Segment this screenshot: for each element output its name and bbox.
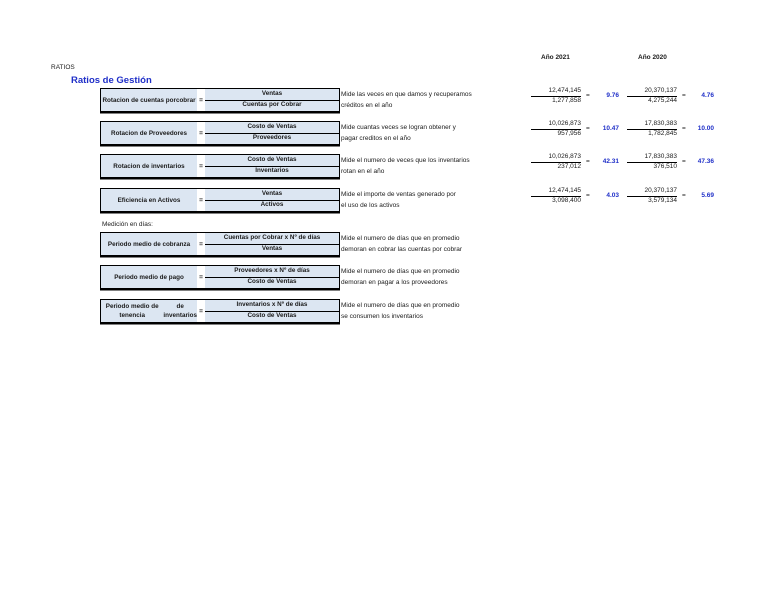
equals-sign: =: [586, 192, 590, 199]
equals-sign: =: [197, 154, 205, 178]
computed-numerator: 10,026,873: [548, 153, 581, 160]
equals-sign: =: [197, 121, 205, 145]
description-line: Mide cuantas veces se logran obtener y: [341, 124, 456, 131]
computed-fraction-y2021: [531, 87, 581, 107]
ratio-name-line: Rotacion de Proveedores: [111, 129, 187, 137]
computed-numerator: 17,830,383: [644, 120, 677, 127]
ratio-result-y2020: 4.76: [701, 92, 714, 99]
computed-fraction-y2020: [627, 120, 677, 140]
ratio-name: [100, 188, 197, 212]
equals-sign: =: [682, 192, 686, 199]
equals-sign: =: [586, 158, 590, 165]
formula-fraction: [205, 154, 340, 178]
formula-fraction: [205, 88, 340, 112]
computed-fraction-y2020: [627, 87, 677, 107]
ratio-result-y2020: 10.00: [697, 125, 714, 132]
description-line: demoran en cobrar las cuentas por cobrar: [341, 246, 463, 253]
ratio-description: [341, 300, 511, 322]
formula-denominator: Proveedores: [252, 134, 292, 141]
equals-sign: =: [586, 125, 590, 132]
equals-sign: =: [682, 125, 686, 132]
computed-denominator: 3,579,134: [648, 197, 677, 204]
medicion-label: Medición en días:: [102, 221, 153, 228]
ratio-name: [100, 299, 197, 323]
formula-numerator: Costo de Ventas: [247, 123, 297, 130]
ratio-result-y2021: 4.03: [606, 192, 619, 199]
formula-numerator: Inventarios x Nº de días: [236, 301, 308, 308]
ratio-row: [100, 265, 760, 289]
year-2020-header: Año 2020: [638, 54, 667, 61]
formula-fraction: [205, 188, 340, 212]
description-line: Mide el numero de días que en promedio: [341, 235, 460, 242]
formula-fraction: [205, 299, 340, 323]
ratio-name-line: Periodo medio de tenencia: [105, 303, 159, 319]
equals-sign: =: [682, 92, 686, 99]
description-line: rotan en el año: [341, 168, 385, 175]
formula-denominator: Costo de Ventas: [247, 312, 297, 319]
computed-numerator: 12,474,145: [548, 187, 581, 194]
ratio-name: [100, 154, 197, 178]
ratio-name-line: Periodo medio de pago: [114, 273, 184, 281]
ratio-description: [341, 122, 511, 144]
ratio-row: [100, 232, 760, 256]
equals-sign: =: [197, 188, 205, 212]
formula-denominator: Cuentas por Cobrar: [242, 101, 302, 108]
description-line: el uso de los activos: [341, 202, 400, 209]
computed-denominator: 376,510: [653, 163, 677, 170]
formula-numerator: Ventas: [261, 90, 283, 97]
computed-fraction-y2021: [531, 153, 581, 173]
computed-denominator: 1,277,858: [552, 97, 581, 104]
ratio-description: [341, 155, 511, 177]
computed-fraction-y2021: [531, 120, 581, 140]
formula-fraction: [205, 232, 340, 256]
ratio-result-y2020: 47.36: [697, 158, 714, 165]
formula-numerator: Costo de Ventas: [247, 156, 297, 163]
computed-denominator: 957,956: [557, 130, 581, 137]
equals-sign: =: [682, 158, 686, 165]
ratio-row: [100, 88, 760, 112]
formula-denominator: Ventas: [261, 245, 283, 252]
ratio-row: [100, 299, 760, 323]
ratio-name-line: de inventarios: [163, 303, 197, 319]
ratio-result-y2021: 42.31: [602, 158, 619, 165]
description-line: demoran en pagar a los proveedores: [341, 279, 448, 286]
computed-numerator: 20,370,137: [644, 187, 677, 194]
ratio-name: [100, 121, 197, 145]
computed-denominator: 3,098,400: [552, 197, 581, 204]
computed-numerator: 10,026,873: [548, 120, 581, 127]
computed-fraction-y2020: [627, 187, 677, 207]
computed-denominator: 1,782,845: [648, 130, 677, 137]
description-line: Mide el numero de veces que los inventarios: [341, 157, 470, 164]
ratio-row: [100, 154, 760, 178]
ratio-description: [341, 189, 511, 211]
ratio-name-line: Rotacion de inventarios: [113, 162, 185, 170]
description-line: Mide el numero de días que en promedio: [341, 302, 460, 309]
ratio-row: [100, 188, 760, 212]
formula-denominator: Activos: [260, 201, 284, 208]
ratio-name: [100, 265, 197, 289]
description-line: pagar creditos en el año: [341, 135, 411, 142]
ratio-result-y2020: 5.69: [701, 192, 714, 199]
ratio-name: [100, 88, 197, 112]
description-line: Mide las veces en que damos y recuperamos: [341, 91, 472, 98]
equals-sign: =: [586, 92, 590, 99]
ratio-name-line: Periodo medio de cobranza: [107, 240, 191, 248]
ratio-row: [100, 121, 760, 145]
formula-fraction: [205, 265, 340, 289]
equals-sign: =: [197, 265, 205, 289]
equals-sign: =: [197, 88, 205, 112]
description-line: créditos en el año: [341, 102, 393, 109]
section-title: Ratios de Gestión: [71, 75, 152, 86]
formula-numerator: Ventas: [261, 190, 283, 197]
ratio-result-y2021: 10.47: [602, 125, 619, 132]
formula-numerator: Cuentas por Cobrar x Nº de días: [223, 234, 321, 241]
equals-sign: =: [197, 232, 205, 256]
description-line: Mide el importe de ventas generado por: [341, 191, 456, 198]
description-line: se consumen los inventarios: [341, 313, 424, 320]
formula-numerator: Proveedores x Nº de días: [234, 267, 310, 274]
computed-denominator: 237,012: [557, 163, 581, 170]
ratio-name-line: cobrar: [175, 96, 196, 104]
equals-sign: =: [197, 299, 205, 323]
ratio-description: [341, 89, 511, 111]
formula-denominator: Costo de Ventas: [247, 278, 297, 285]
sheet-label: RATIOS: [51, 64, 75, 71]
formula-fraction: [205, 121, 340, 145]
ratio-description: [341, 233, 511, 255]
ratio-name-line: Rotacion de cuentas por: [102, 96, 176, 104]
year-2021-header: Año 2021: [541, 54, 570, 61]
computed-fraction-y2020: [627, 153, 677, 173]
computed-numerator: 20,370,137: [644, 87, 677, 94]
ratio-name-line: Eficiencia en Activos: [117, 196, 181, 204]
computed-numerator: 12,474,145: [548, 87, 581, 94]
description-line: Mide el numero de días que en promedio: [341, 268, 460, 275]
formula-denominator: Inventarios: [255, 167, 289, 174]
computed-denominator: 4,275,244: [648, 97, 677, 104]
ratio-description: [341, 266, 511, 288]
computed-fraction-y2021: [531, 187, 581, 207]
computed-numerator: 17,830,383: [644, 153, 677, 160]
ratio-result-y2021: 9.76: [606, 92, 619, 99]
ratio-name: [100, 232, 197, 256]
